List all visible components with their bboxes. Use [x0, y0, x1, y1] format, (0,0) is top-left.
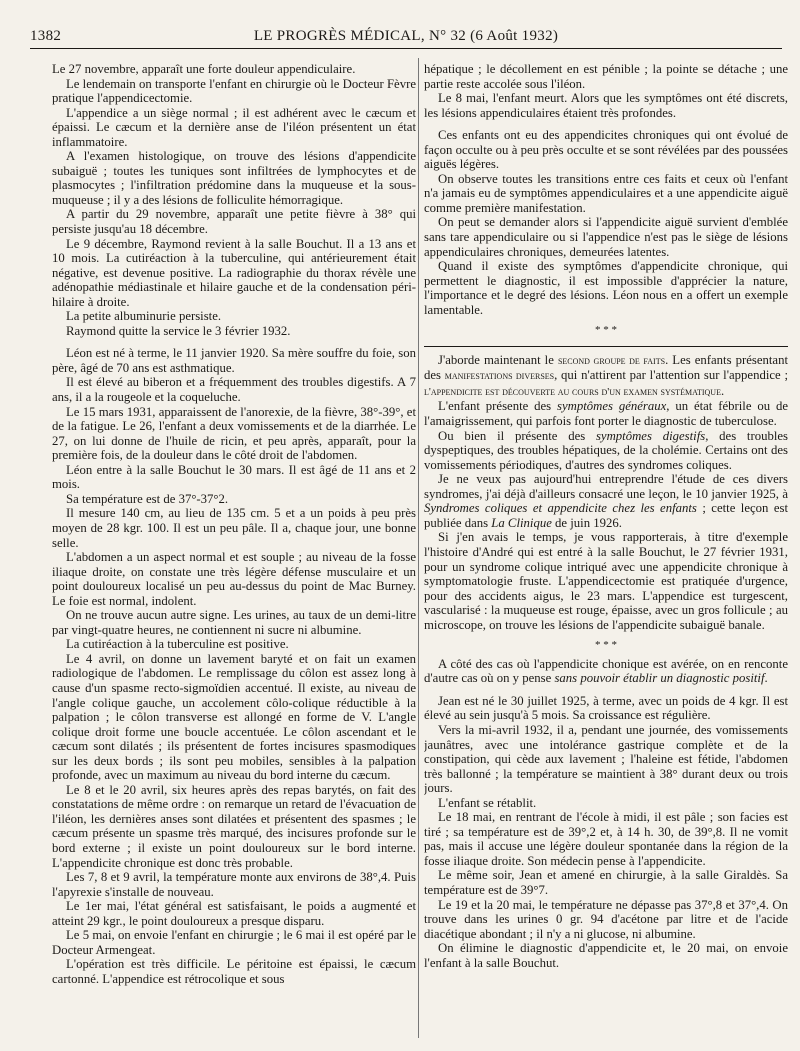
paragraph: L'enfant présente des symptômes généraux, un état fébrile ou de l'amaigrissement, qui parfois font porter le diagnostic de tuberculose.: [424, 399, 788, 429]
paragraph: Raymond quitte la service le 3 février 1932.: [66, 323, 291, 338]
paragraph: Ces enfants ont eu des appendicites chroniques qui ont évolué de façon occulte ou à peu près occulte et se sont révélées par des poussées aiguës légères.: [424, 128, 788, 172]
paragraph: Le 27 novembre, apparaît une forte douleur appendiculaire.: [52, 62, 356, 76]
paragraph: Il est élevé au biberon et a fréquemment des troubles digestifs. A 7 ans, il a la rougeole et la coqueluche.: [52, 375, 416, 405]
right-column: [424, 62, 788, 1042]
paragraph: L'opération est très difficile. Le péritoine est épaissi, le cæcum cartonné. L'appendice est rétrocolique et sous: [52, 957, 416, 986]
paragraph: Si j'en avais le temps, je vous rapporterais, à titre d'exemple l'histoire d'André qui est entré à la salle Bouchut, le 27 février 1931, pour un syndrome colique intriqué avec une appendicite chronique à symptomatologie fruste. L'appendicectomie est pratiquée d'urgence, pour des accidents aigus, le 23 mars. L'appendice est turgescent, vascularisé : la muqueuse est rouge, épaisse, avec un gros follicule ; au microscope, on trouve les lésions de l'appendicite subaiguë banale.: [424, 530, 788, 632]
paragraph: Il mesure 140 cm, au lieu de 135 cm. 5 et a un poids à peu près moyen de 28 kgr. 100. Il est un peu pâle. Il a, chaque jour, une bonne selle.: [52, 506, 416, 550]
paragraph: Le 5 mai, on envoie l'enfant en chirurgie ; le 6 mai il est opéré par le Docteur Armengeat.: [52, 928, 416, 957]
page-header: [30, 14, 782, 49]
paragraph: Ou bien il présente des symptômes digestifs, des troubles dyspeptiques, des troubles hépatiques, de la cholémie. Certains ont des vomissements périodiques, d'autres des syndromes coliques.: [424, 428, 788, 472]
left-column: [52, 62, 416, 1042]
paragraph: Le 15 mars 1931, apparaissent de l'anorexie, de la fièvre, 38°-39°, et de la fatigue. Le 26, l'enfant a deux vomissements et de la diarrhée. Le 27, on lui donne de l'huile de ricin, et peu après, apparaît, pour la première fois, de la douleur dans le côté droit de l'abdomen.: [52, 404, 416, 463]
paragraph: La cutiréaction à la tuberculine est positive.: [66, 637, 289, 652]
paragraph: On observe toutes les transitions entre ces faits et ceux où l'enfant n'a jamais eu de symptômes appendiculaires et a une appendicite aiguë comme première manifestation.: [424, 171, 788, 215]
paragraph: On élimine le diagnostic d'appendicite et, le 20 mai, on envoie l'enfant à la salle Bouchut.: [424, 941, 788, 970]
paragraph: J'aborde maintenant le second groupe de faits. Les enfants présentant des manifestations diverses, qui n'attirent par l'attention sur l'appendice ; l'appendicite est découverte au cours d'un examen systématique.: [424, 352, 788, 398]
column-divider: [418, 58, 419, 1038]
paragraph: Sa température est de 37°-37°2.: [66, 491, 229, 506]
paragraph: Les 7, 8 et 9 avril, la température monte aux environs de 38°,4. Puis l'apyrexie s'installe de nouveau.: [52, 870, 416, 899]
paragraph: On ne trouve aucun autre signe. Les urines, au taux de un demi-litre par vingt-quatre heures, ne contiennent ni sucre ni albumine.: [52, 608, 416, 637]
paragraph: Le lendemain on transporte l'enfant en chirurgie où le Docteur Fèvre pratique l'appendicectomie.: [52, 76, 416, 106]
paragraph: A côté des cas où l'appendicite chonique est avérée, on en renconte d'autre cas où on y pense sans pouvoir établir un diagnostic positif.: [424, 656, 788, 686]
paragraph: Le 9 décembre, Raymond revient à la salle Bouchut. Il a 13 ans et 10 mois. La cutiréaction à la tuberculine, qui antérieurement était négative, est devenue positive. La radiographie du thorax révèle une adénopathie médiastinale et hilaire gauche et de la condensation péri-hilaire à droite.: [52, 236, 416, 309]
journal-title: LE PROGRÈS MÉDICAL, N° 32 (6 Août 1932): [253, 28, 559, 44]
paragraph: On peut se demander alors si l'appendicite aiguë survient d'emblée sans tare appendiculaire ou si l'appendice n'est pas le siège de lésions appendiculaires chroniques, demeurées latentes.: [424, 215, 788, 259]
paragraph: Quand il existe des symptômes d'appendicite chronique, qui permettent le diagnostic, il est impossible d'apprécier la nature, l'importance et le degré des lésions. Léon nous en a offert un exemple lamentable.: [424, 259, 788, 317]
section-rule: [424, 346, 788, 347]
section-separator-stars: * * *: [595, 324, 617, 337]
page-number: 1382: [30, 28, 62, 44]
section-separator-stars: * * *: [595, 639, 617, 652]
paragraph: Le 18 mai, en rentrant de l'école à midi, il est pâle ; son facies est tiré ; sa température est de 39°,2 et, à 14 h. 30, de 39°,8. Il ne vomit pas, mais il accuse une légère douleur spontanée dans la région de la fosse iliaque droite. Son médecin pense à l'appendicite.: [424, 810, 788, 868]
paragraph: Vers la mi-avril 1932, il a, pendant une journée, des vomissements jaunâtres, avec une intolérance gastrique complète et de la constipation, qui cède aux lavement ; l'haleine est fétide, l'abdomen très ballonné ; la température se maintient à 38° durant deux ou trois jours.: [424, 722, 788, 796]
paragraph: La petite albuminurie persiste.: [66, 309, 222, 324]
paragraph: Léon entre à la salle Bouchut le 30 mars. Il est âgé de 11 ans et 2 mois.: [52, 462, 416, 492]
paragraph: A l'examen histologique, on trouve des lésions d'appendicite subaiguë ; toutes les tuniques sont infiltrées de lymphocytes et de plasmocytes ; l'infiltration prédomine dans la muqueuse et la sous-muqueuse ; il y a des lésions de folliculite hémorragique.: [52, 149, 416, 207]
paragraph: Jean est né le 30 juillet 1925, à terme, avec un poids de 4 kgr. Il est élevé au sein jusqu'à 5 mois. Sa croissance est régulière.: [424, 693, 788, 723]
paragraph: Le 8 mai, l'enfant meurt. Alors que les symptômes ont été discrets, les lésions appendiculaires étaient très profondes.: [424, 91, 788, 120]
paragraph: A partir du 29 novembre, apparaît une petite fièvre à 38° qui persiste jusqu'au 18 décembre.: [52, 207, 416, 237]
paragraph: L'abdomen a un aspect normal et est souple ; au niveau de la fosse iliaque droite, on constate une très légère défense musculaire et un point douloureux localisé un peu au-dessus du point de Mac Burney. Le foie est normal, indolent.: [52, 550, 416, 608]
paragraph: Le 4 avril, on donne un lavement baryté et on fait un examen radiologique de l'abdomen. Le remplissage du côlon est assez long à cause d'un spasme recto-sigmoïdien accentué. Il existe, au niveau de l'angle colique gauche, un accolement côlo-colique réductible à la palpation ; le côlon transverse est allongé en forme de V. L'angle colique droit forme une boucle accentuée. Le côlon ascendant et le cæcum sont dilatés ; ils présentent de fortes incisures spasmodiques sur les deux bords ; ils sont peu mobiles, sensibles à la palpation profonde, avec un maximum au niveau du bord interne du cæcum.: [52, 651, 416, 783]
paragraph: Léon est né à terme, le 11 janvier 1920. Sa mère souffre du foie, son père, âgé de 70 ans est asthmatique.: [52, 346, 416, 375]
paragraph: L'appendice a un siège normal ; il est adhérent avec le cæcum et épaissi. Le cæcum et la dernière anse de l'iléon présentent un état inflammatoire.: [52, 105, 416, 149]
paragraph: Le 1er mai, l'état général est satisfaisant, le poids a augmenté et atteint 29 kgr., le point douloureux a presque disparu.: [52, 899, 416, 928]
paragraph: Le 8 et le 20 avril, six heures après des repas barytés, on fait des constatations de même ordre : on remarque un retard de l'évacuation de l'iléon, les dernières anses sont dilatées et présentent des spasmes ; le cæcum présente un spasme très marqué, des incisures profonde sur le bord externe ; il existe un point douloureux sur le bord interne. L'appendicite chronique est donc très probable.: [52, 782, 416, 870]
paragraph: L'enfant se rétablit.: [438, 795, 537, 810]
paragraph: Je ne veux pas aujourd'hui entreprendre l'étude de ces divers syndromes, j'ai déjà d'ailleurs consacré une leçon, le 10 janvier 1925, à Syndromes coliques et appendicite chez les enfants ; cette leçon est publiée dans La Clinique de juin 1926.: [424, 472, 788, 530]
paragraph: hépatique ; le décollement en est pénible ; la pointe se détache ; une partie reste accolée sous l'iléon.: [424, 62, 788, 91]
paragraph: Le même soir, Jean et amené en chirurgie, à la salle Giraldès. Sa température est de 39°7.: [424, 868, 788, 897]
paragraph: Le 19 et la 20 mai, le température ne dépasse pas 37°,8 et 37°,4. On trouve dans les urines 0 gr. 94 d'acétone par litre et de l'acide diacétique abondant ; il n'y a ni glucose, ni albumine.: [424, 897, 788, 941]
